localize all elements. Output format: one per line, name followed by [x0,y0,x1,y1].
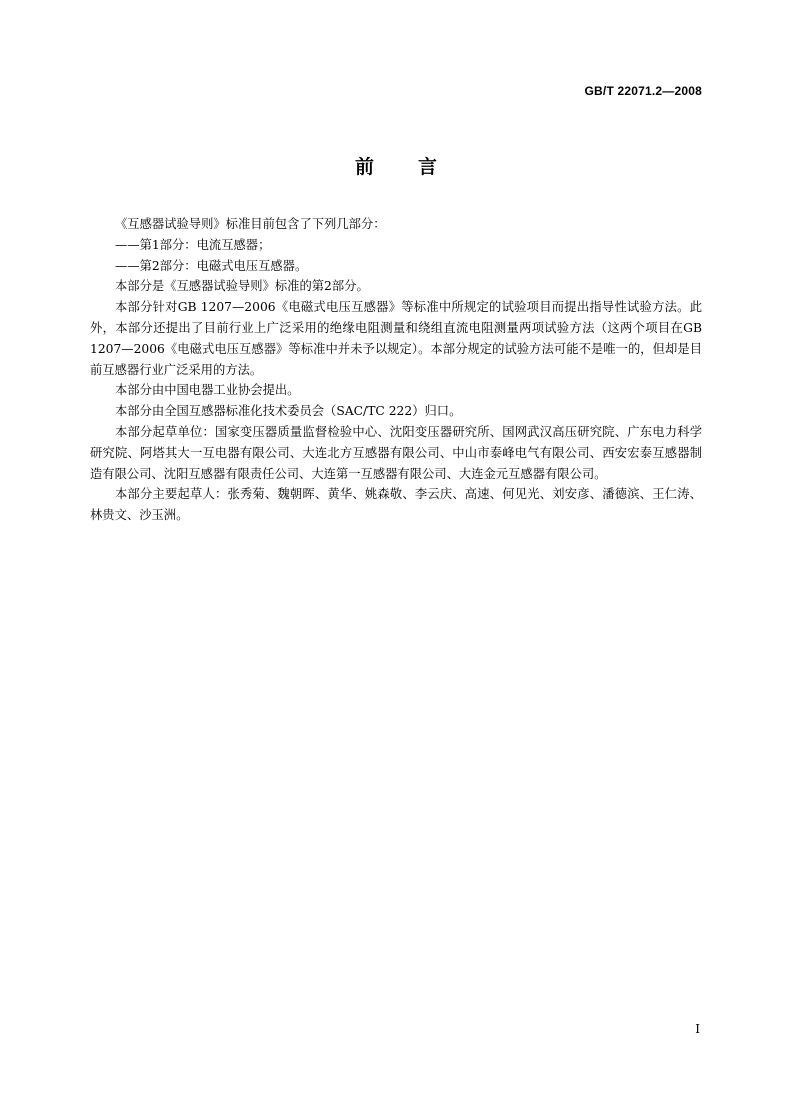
paragraph-drafting-units: 本部分起草单位：国家变压器质量监督检验中心、沈阳变压器研究所、国网武汉高压研究院、广东电力科学研究院、阿塔其大一互电器有限公司、大连北方互感器有限公司、中山市泰峰电气有限公司、西安宏泰互感器制造有限公司、沈阳互感器有限责任公司、大连第一互感器有限公司、大连金元互感器有限公司。 [90,424,702,481]
paragraph-proposer: 本部分由中国电器工业协会提出。 [115,383,300,398]
list-item-part-1: ——第1部分：电流互感器； [115,237,271,252]
standard-code: GB/T 22071.2—2008 [584,84,702,98]
document-body [90,214,702,526]
paragraph-intro: 《互感器试验导则》标准目前包含了下列几部分： [115,217,386,231]
paragraph-part-statement: 本部分是《互感器试验导则》标准的第2部分。 [115,279,369,294]
paragraph-scope: 本部分针对GB 1207—2006《电磁式电压互感器》等标准中所规定的试验项目而提出指导性试验方法。此外，本部分还提出了目前行业上广泛采用的绝缘电阻测量和绕组直流电阻测量两项试验方法（这两个项目在GB 1207—2006《电磁式电压互感器》等标准中并未予以规定）。本部分规定的试验方法可能不是唯一的，但却是目前互感器行业广泛采用的方法。 [90,300,702,377]
paragraph-drafters: 本部分主要起草人：张秀菊、魏朝晖、黄华、姚森敬、李云庆、高速、何见光、刘安彦、潘德滨、王仁涛、林贵文、沙玉洲。 [90,487,702,523]
list-item-part-2: ——第2部分：电磁式电压互感器。 [115,258,308,273]
page-title: 前言 [354,156,481,178]
page-number: I [695,1022,700,1036]
paragraph-committee: 本部分由全国互感器标准化技术委员会（SAC/TC 222）归口。 [115,404,462,419]
